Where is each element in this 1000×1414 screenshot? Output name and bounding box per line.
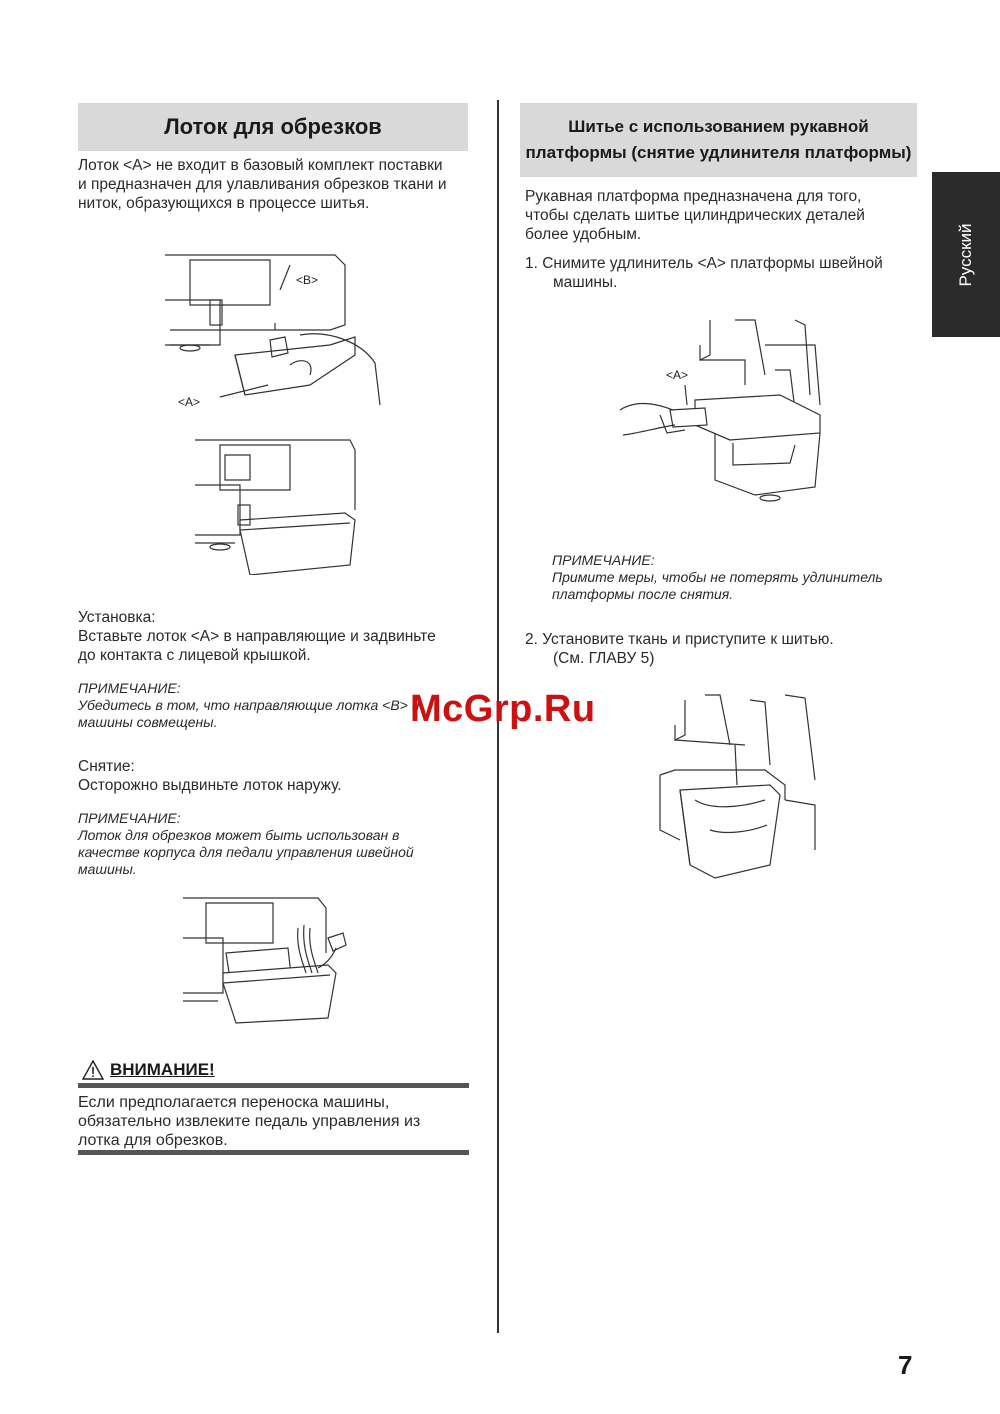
warning-triangle-icon — [82, 1060, 104, 1080]
step1: 1. Снимите удлинитель <A> платформы швейной машины. — [525, 255, 883, 291]
warning-text: Если предполагается переноска машины, обязательно извлеките педаль управления из лотка для обрезков. — [78, 1094, 421, 1149]
removal-heading: Снятие: — [78, 758, 135, 775]
fig1-label-a: <A> — [178, 395, 201, 409]
step2: 2. Установите ткань и приступите к шитью. (См. ГЛАВУ 5) — [525, 631, 834, 667]
install-section: Установка: Вставьте лоток <A> в направляющие и задвиньте до контакта с лицевой крышкой. — [78, 608, 478, 665]
tray-with-pedal-illustration — [178, 893, 358, 1025]
warning-bottom-rule — [78, 1150, 469, 1155]
right-section-title: Шитье с использованием рукавной платформы (снятие удлинителя платформы) — [520, 103, 917, 177]
fig4-label-a: <A> — [666, 368, 689, 382]
tray-attached-illustration — [190, 435, 365, 575]
language-tab: Русский — [932, 172, 1000, 337]
note1: ПРИМЕЧАНИЕ: Убедитесь в том, что направляющие лотка <B> и машины совмещены. — [78, 680, 420, 730]
install-heading: Установка: — [78, 609, 156, 626]
tray-insert-illustration — [150, 245, 390, 420]
right-note: ПРИМЕЧАНИЕ: Примите меры, чтобы не потерять удлинитель платформы после снятия. — [552, 552, 883, 602]
remove-extension-illustration — [615, 315, 830, 515]
free-arm-sewing-illustration — [655, 690, 830, 885]
watermark: McGrp.Ru — [410, 688, 596, 730]
fig1-label-b: <B> — [296, 273, 319, 287]
warning-top-rule — [78, 1083, 469, 1088]
warning-title: ВНИМАНИЕ! — [110, 1060, 215, 1079]
removal-section: Снятие: Осторожно выдвиньте лоток наружу. — [78, 757, 478, 795]
right-intro: Рукавная платформа предназначена для того, чтобы сделать шитье цилиндрических деталей более удобным. — [525, 188, 865, 243]
note2: ПРИМЕЧАНИЕ: Лоток для обрезков может быть использован в качестве корпуса для педали управления швейной машины. — [78, 810, 414, 877]
page-number: 7 — [898, 1350, 913, 1380]
left-section-title: Лоток для обрезков — [78, 103, 468, 151]
left-intro: Лоток <A> не входит в базовый комплект поставки и предназначен для улавливания обрезков ткани и ниток, образующихся в процессе шитья. — [78, 157, 447, 212]
